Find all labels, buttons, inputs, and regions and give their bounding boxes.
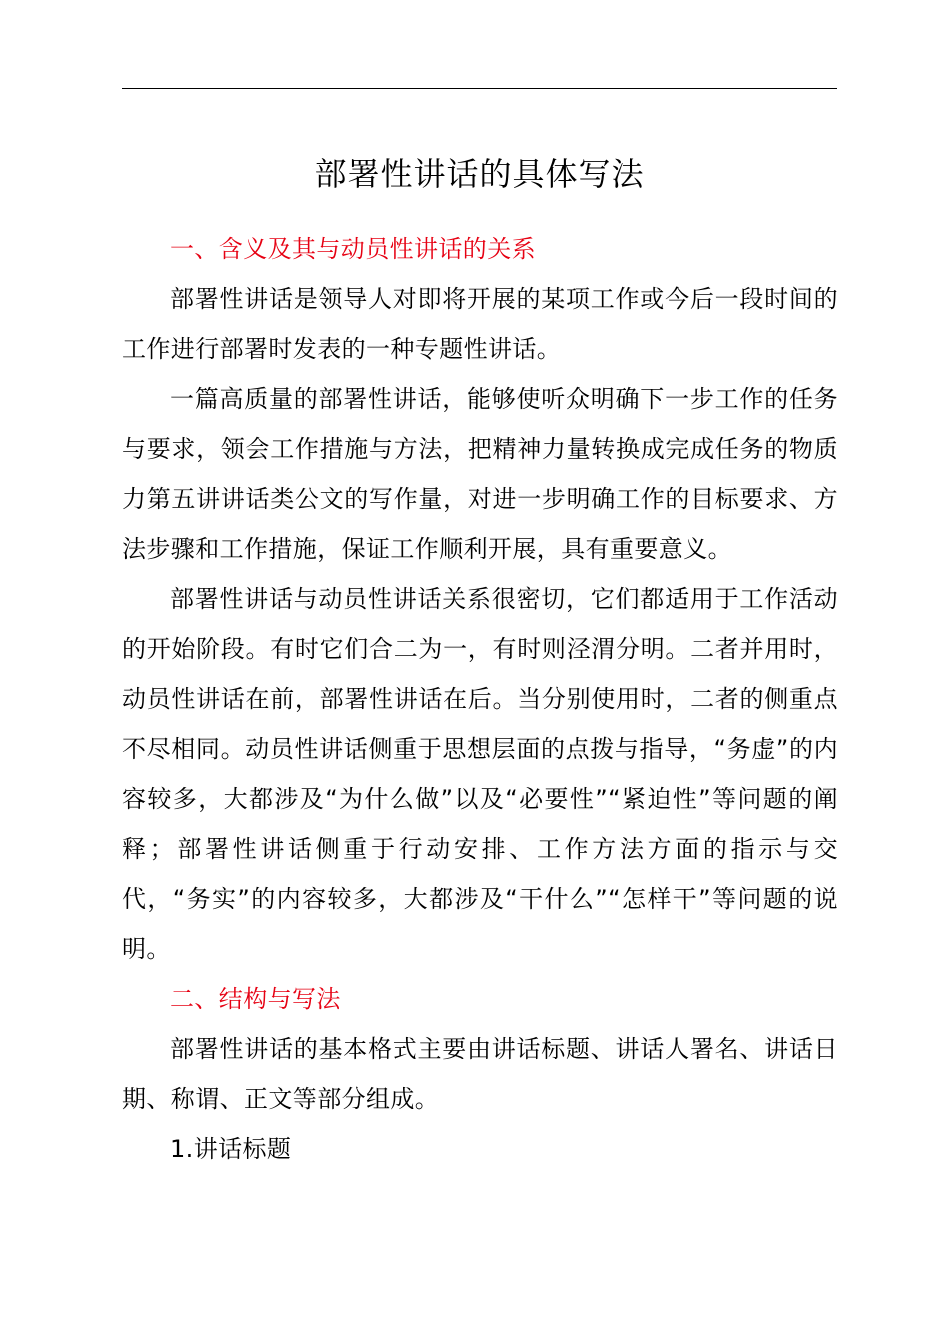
paragraph-basic-format: 部署性讲话的基本格式主要由讲话标题、讲话人署名、讲话日期、称谓、正文等部分组成。 <box>122 1035 838 1113</box>
subheading-speech-title: 1.讲话标题 <box>170 1135 292 1163</box>
document-title: 部署性讲话的具体写法 <box>314 155 645 193</box>
paragraph-relationship: 部署性讲话与动员性讲话关系很密切，它们都适用于工作活动的开始阶段。有时它们合二为一，有时则泾渭分明。二者并用时，动员性讲话在前，部署性讲话在后。当分别使用时，二者的侧重点不尽相同。动员性讲话侧重于思想层面的点拨与指导，“务虚”的内容较多，大都涉及“为什么做”以及“必要性”“紧迫性”等问题的阐释；部署性讲话侧重于行动安排、工作方法方面的指示与交代，“务实”的内容较多，大都涉及“干什么”“怎样干”等问题的说明。 <box>122 585 838 963</box>
paragraph-significance: 一篇高质量的部署性讲话，能够使听众明确下一步工作的任务与要求，领会工作措施与方法，把精神力量转换成完成任务的物质力第五讲讲话类公文的写作量，对进一步明确工作的目标要求、方法步骤和工作措施，保证工作顺利开展，具有重要意义。 <box>122 385 838 563</box>
section-heading-structure: 二、结构与写法 <box>170 985 341 1013</box>
header-rule <box>122 88 837 89</box>
document-body <box>122 224 838 1174</box>
paragraph-definition: 部署性讲话是领导人对即将开展的某项工作或今后一段时间的工作进行部署时发表的一种专题性讲话。 <box>122 285 838 363</box>
section-heading-meaning: 一、含义及其与动员性讲话的关系 <box>170 235 536 263</box>
